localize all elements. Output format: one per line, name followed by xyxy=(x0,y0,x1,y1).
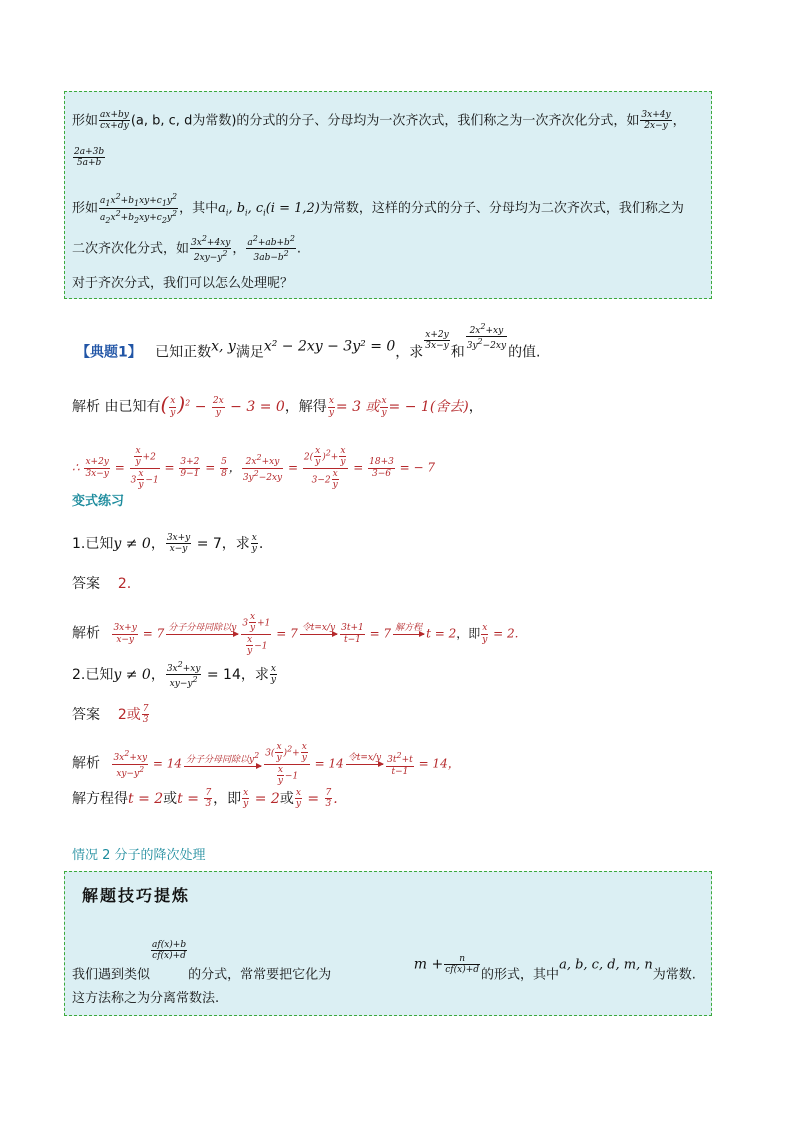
tips-line2: 这方法称之为分离常数法. xyxy=(72,991,220,1006)
fraction: $\frac{ax+by}{cx+dy}$ xyxy=(100,110,129,132)
text: 解析 由已知有 xyxy=(72,399,161,415)
practice-sol1: 解析 $\frac{3x+y}{x-y}$ = 7 分子分母同除以y 3 $\frac{x}{y}$ +1 $\frac{x}{y}$ −1 = 7 令t=x/y $\frac{3t+1}{t-1}$ = 7 解方程 t = 2，即 $\frac{x}{y}$ = 2. xyxy=(72,612,519,657)
math: ( $\frac{x}{y}$ )$^2$ − $\frac{2x}{y}$ − 3 = 0 xyxy=(160,392,285,418)
text: 形如 xyxy=(72,113,99,129)
practice-sol2: 解析 $\frac{3x^2+xy}{xy-y^2}$ = 14 分子分母同除以$y^2$ 3( $\frac{x}{y}$ )$^2$+ $\frac{x}{y}$ $\frac{x}{y}$ −1 = 14 令t=x/y $\frac{3t^2+t}{t-1}$ = 14， xyxy=(72,742,460,787)
practice-title: 变式练习 xyxy=(72,494,125,509)
tips-title: 解题技巧提炼 xyxy=(82,886,191,905)
fraction: $\frac{3x+4y}{2x-y}$ xyxy=(641,110,671,132)
fraction: $\frac{a_1x^2+b_1xy+c_1y^2}{a_2x^2+b_2xy+c_2y^2}$ xyxy=(100,192,178,225)
box1-line3: 形如 $\frac{a_1x^2+b_1xy+c_1y^2}{a_2x^2+b_2xy+c_2y^2}$ ，其中$a_i$, $b_i$, $c_i(i = 1,2)$为常数，这样的分式的分子、分母均为二次齐次式，我们称之为 xyxy=(72,192,684,225)
box1-line2 xyxy=(72,147,106,169)
box1-line4: 二次齐次化分式，如 $\frac{3x^2+4xy}{2xy-y^2}$ ， $\frac{a^2+ab+b^2}{3ab-b^2}$ . xyxy=(72,234,302,264)
fraction: $\frac{2x^2+xy}{3y^2-2xy}$ xyxy=(466,322,507,352)
text: ，求 xyxy=(395,344,424,361)
practice-a2: 答案 2或 $\frac{7}{3}$ xyxy=(72,704,149,726)
solution1-line2: ∴ $\frac{x+2y}{3x-y}$ = $\frac{x}{y}$ +2 3 $\frac{x}{y}$ −1 = $\frac{3+2}{9-1}$ = $\frac{5}{8}$ ， $\frac{2x^2+xy}{3y^2-2xy}$ = 2( $\frac{x}{y}$ )$^2$+ $\frac{x}{y}$ 3−2 $\frac{x}{y}$ = $\frac{18+3}{3-6}$ = − 7 xyxy=(72,446,436,491)
text: 和 xyxy=(450,344,465,361)
text: (a, b, c, d为常数)的分式的分子、分母均为一次齐次式，我们称之为一次齐次化分式，如 xyxy=(130,113,640,129)
tips-line1: 我们遇到类似 $\frac{af(x)+b}{cf(x)+d}$ 的分式，常常要把它化为 m + $\frac{n}{cf(x)+d}$ 的形式，其中a, b, c, d, m, n为常数. xyxy=(72,940,696,983)
solution1-line1 xyxy=(72,392,483,418)
practice-q2: 2.已知y ≠ 0， $\frac{3x^2+xy}{xy-y^2}$ = 14，求 $\frac{x}{y}$ xyxy=(72,660,276,690)
practice-sol2-line2: 解方程得t = 2或t = $\frac{7}{3}$ ，即 $\frac{x}{y}$ = 2或 $\frac{x}{y}$ = $\frac{7}{3}$ . xyxy=(72,788,338,810)
fraction: $\frac{2a+3b}{5a+b}$ xyxy=(74,147,105,169)
fraction: $\frac{a^2+ab+b^2}{3ab-b^2}$ xyxy=(247,234,295,264)
text: ， xyxy=(672,113,686,129)
fraction: $\frac{x+2y}{3x-y}$ xyxy=(425,330,449,352)
text: 为常数，这样的分式的分子、分母均为二次齐次式，我们称之为 xyxy=(319,200,684,216)
math-equation: x² − 2xy − 3y² = 0 xyxy=(263,338,396,355)
text: ，解得 xyxy=(284,399,327,415)
box1-line1 xyxy=(72,110,686,132)
fraction: $\frac{3x^2+4xy}{2xy-y^2}$ xyxy=(191,234,231,264)
text: 的值. xyxy=(508,344,541,361)
text: 满足 xyxy=(235,344,264,361)
section2-title: 情况 2 分子的降次处理 xyxy=(72,848,206,863)
math: $\frac{x}{y}$ = 3 或 $\frac{x}{y}$ = − 1(舍去) xyxy=(328,396,469,418)
text: ，其中 xyxy=(179,200,219,216)
math: x, y xyxy=(211,338,236,355)
example-tag: 【典题1】 xyxy=(76,344,142,361)
example1-statement xyxy=(76,322,541,361)
text: ， xyxy=(468,399,483,415)
box1-line5: 对于齐次分式，我们可以怎么处理呢？ xyxy=(72,276,294,291)
text: 二次齐次化分式，如 xyxy=(72,241,190,257)
text: 已知正数 xyxy=(155,344,212,361)
text: 形如 xyxy=(72,200,99,216)
practice-q1: 1.已知y ≠ 0， $\frac{3x+y}{x-y}$ = 7，求 $\frac{x}{y}$ . xyxy=(72,533,264,555)
practice-a1: 答案 2. xyxy=(72,576,132,592)
